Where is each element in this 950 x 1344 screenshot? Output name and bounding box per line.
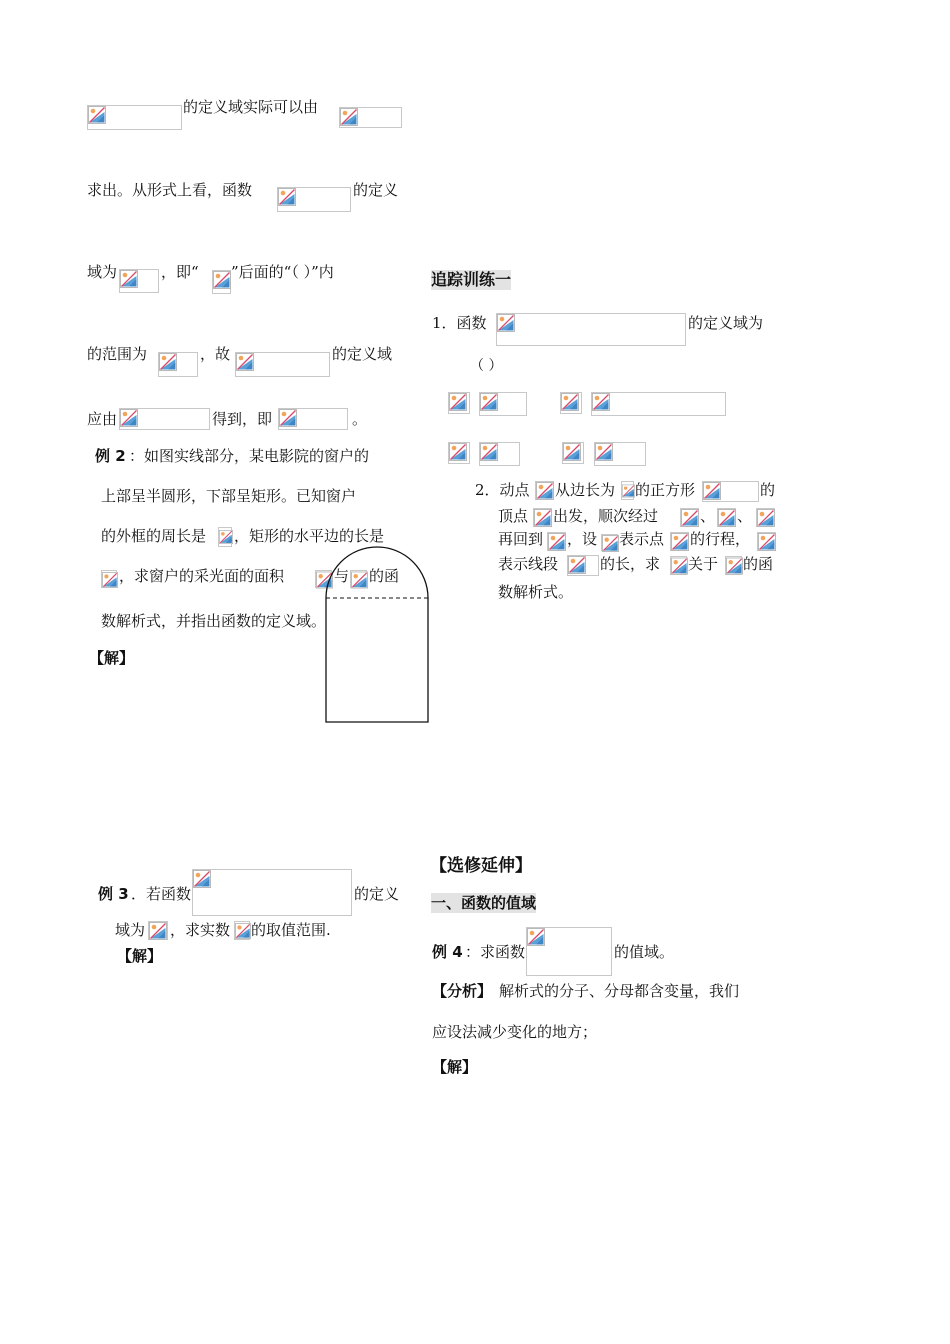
text: ，故 [200,345,231,363]
question-text: ，设 [567,530,598,548]
choice-a-formula [479,392,527,416]
choice-d-label[interactable] [562,442,584,464]
formula-image [339,107,402,128]
question-text: 数解析式。 [498,583,574,601]
formula-image [680,508,699,527]
text: 得到，即 [212,410,273,428]
formula-image [158,352,198,377]
formula-image [277,187,351,212]
formula-image [756,508,775,527]
text: 。 [352,410,368,428]
formula-image [119,408,210,430]
formula-image [601,534,618,551]
question-text: 从边长为 [555,481,616,499]
text: 的定义域实际可以由 [183,98,319,116]
text: 与 [334,567,350,585]
text: ，求实数 [170,921,231,939]
formula-image [101,570,117,588]
formula-image [757,532,776,551]
question-text: 的正方形 [635,481,696,499]
text: 的外框的周长是 [101,527,207,545]
text: 域为 [87,263,118,281]
text: ：求函数 [465,943,526,961]
text: 应由 [87,410,118,428]
formula-image [119,269,159,293]
formula-image [533,508,552,527]
text: 求出。从形式上看，函数 [87,181,253,199]
formula-image [670,556,687,575]
formula-image [547,532,566,551]
formula-image [235,352,330,377]
formula-image [278,408,348,430]
text: ．若函数 [131,885,192,903]
formula-image [567,555,599,576]
text: 的取值范围. [251,921,331,939]
text: 的定义 [353,181,399,199]
extension-subtitle: 一、函数的值域 [431,894,537,912]
text: 解析式的分子、分母都含变量，我们 [499,982,740,1000]
formula-image [496,313,686,346]
question-text: 的函 [743,555,774,573]
text: ，求窗户的采光面的面积 [119,567,285,585]
question-text: 出发，顺次经过 [553,507,659,525]
solution-label: 【解】 [432,1058,478,1076]
choice-c-formula [479,442,520,466]
question-text: 的行程， [690,530,751,548]
question-text: （ ） [470,358,503,374]
question-text: 的定义域为 [688,314,764,332]
text: ：如图实线部分，某电影院的窗户的 [129,447,370,465]
choice-d-formula [594,442,646,466]
question-text: 顶点 [498,507,529,525]
formula-image [621,481,634,500]
question-text: 的长，求 [600,555,661,573]
text: 的定义 [354,885,400,903]
formula-image [717,508,736,527]
choice-b-formula [591,392,726,416]
formula-image [218,527,232,547]
text: ”后面的“（ ）”内 [231,263,334,281]
question-text: 表示点 [619,530,665,548]
formula-image [192,869,352,916]
question-text: 1．函数 [432,314,487,332]
formula-image [670,532,689,551]
question-text: 表示线段 [498,555,559,573]
formula-image [87,105,182,130]
choice-c-label[interactable] [448,442,470,464]
solution-label: 【解】 [89,649,135,667]
formula-image [535,481,554,500]
question-text: 关于 [688,555,719,573]
formula-image [148,921,168,940]
choice-b-label[interactable] [560,392,582,414]
separator: 、 [737,507,753,525]
solution-label: 【解】 [117,947,163,965]
analysis-label: 【分析】 [432,982,493,1000]
text: 的函 [369,567,400,585]
text: 的值域。 [614,943,675,961]
formula-image [526,927,612,976]
example-label: 例 3 [98,885,129,903]
text: ，矩形的水平边的长是 [234,527,385,545]
example-label: 例 2 [95,447,126,465]
text: 的定义域 [332,345,393,363]
text: 域为 [115,921,146,939]
question-text: 2．动点 [475,481,530,499]
text: 上部呈半圆形，下部呈矩形。已知窗户 [101,487,357,505]
formula-image [725,556,742,575]
section-title: 追踪训练一 [431,270,512,289]
formula-image [212,270,231,294]
text: ，即“ [161,263,199,281]
extension-title: 【选修延伸】 [430,856,532,876]
text: 的范围为 [87,345,148,363]
text: 应设法减少变化的地方； [432,1023,598,1041]
question-text: 再回到 [498,530,544,548]
formula-image [234,921,250,940]
window-figure [320,540,436,726]
example-label: 例 4 [432,943,463,961]
question-text: 的 [760,481,776,499]
choice-a-label[interactable] [448,392,470,414]
text: 数解析式，并指出函数的定义域。 [101,612,327,630]
separator: 、 [700,507,716,525]
formula-image [702,481,759,502]
